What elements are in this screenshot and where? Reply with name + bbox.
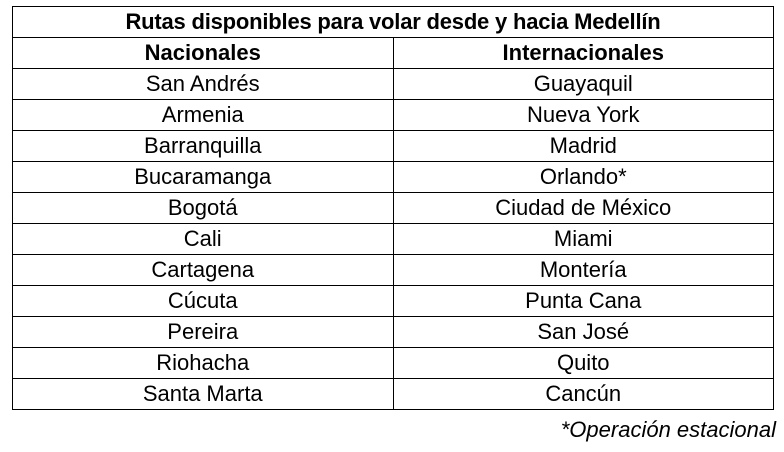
table-row <box>13 100 774 131</box>
national-route-cell: Cartagena <box>13 255 394 286</box>
table-row <box>13 379 774 410</box>
national-route-cell: Riohacha <box>13 348 394 379</box>
national-route-cell: Armenia <box>13 100 394 131</box>
international-route-cell: Madrid <box>393 131 774 162</box>
table-row <box>13 69 774 100</box>
international-route-cell: Punta Cana <box>393 286 774 317</box>
table-row <box>13 348 774 379</box>
table-title: Rutas disponibles para volar desde y hacia Medellín <box>13 7 774 38</box>
routes-table <box>12 6 774 410</box>
international-route-cell: Quito <box>393 348 774 379</box>
table-row <box>13 286 774 317</box>
table-row <box>13 224 774 255</box>
table-row <box>13 255 774 286</box>
international-route-cell: San José <box>393 317 774 348</box>
national-route-cell: Bucaramanga <box>13 162 394 193</box>
national-route-cell: Pereira <box>13 317 394 348</box>
column-header-nacionales: Nacionales <box>13 38 394 69</box>
national-route-cell: Bogotá <box>13 193 394 224</box>
international-route-cell: Miami <box>393 224 774 255</box>
international-route-cell: Cancún <box>393 379 774 410</box>
national-route-cell: San Andrés <box>13 69 394 100</box>
international-route-cell: Guayaquil <box>393 69 774 100</box>
national-route-cell: Cali <box>13 224 394 255</box>
national-route-cell: Barranquilla <box>13 131 394 162</box>
national-route-cell: Santa Marta <box>13 379 394 410</box>
table-row <box>13 193 774 224</box>
table-title-row <box>13 7 774 38</box>
table-header-row <box>13 38 774 69</box>
table-row <box>13 162 774 193</box>
international-route-cell: Orlando* <box>393 162 774 193</box>
international-route-cell: Ciudad de México <box>393 193 774 224</box>
international-route-cell: Nueva York <box>393 100 774 131</box>
national-route-cell: Cúcuta <box>13 286 394 317</box>
table-row <box>13 317 774 348</box>
footnote-seasonal: *Operación estacional <box>560 417 776 442</box>
international-route-cell: Montería <box>393 255 774 286</box>
column-header-internacionales: Internacionales <box>393 38 774 69</box>
table-row <box>13 131 774 162</box>
